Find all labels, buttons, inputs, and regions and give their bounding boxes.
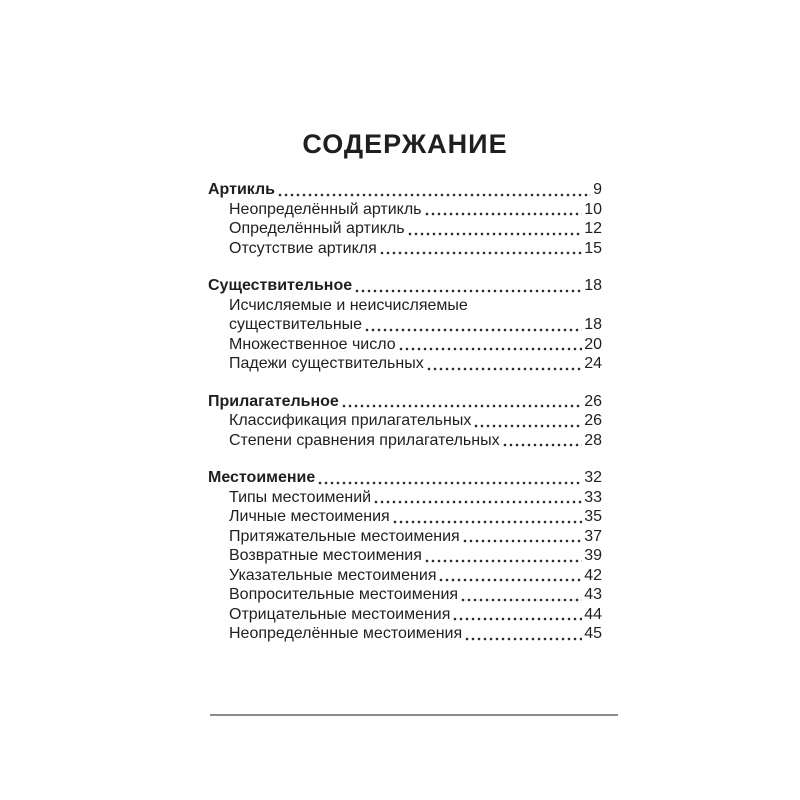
dot-leader — [502, 431, 583, 451]
toc-item — [208, 566, 602, 586]
toc-item-line2 — [208, 488, 602, 508]
item-label: Личные местоимения — [229, 508, 390, 525]
toc-item-line2 — [208, 354, 602, 374]
section-page-number: 9 — [593, 181, 602, 198]
dot-leader — [398, 335, 583, 355]
item-page-number: 28 — [584, 431, 602, 449]
toc-section-header — [208, 468, 602, 488]
item-label: Указательные местоимения — [229, 566, 437, 584]
toc-section-header — [208, 392, 602, 412]
item-label: Неопределённые местоимения — [229, 625, 463, 642]
toc-section — [208, 392, 602, 451]
section-items — [208, 200, 602, 259]
toc-item — [208, 239, 602, 259]
dot-leader — [460, 585, 582, 605]
toc-item — [208, 335, 602, 355]
item-label: Отрицательные местоимения — [229, 605, 451, 623]
toc-section — [208, 180, 602, 258]
item-label: Определённый артикль — [229, 220, 405, 237]
item-label: существительные — [229, 316, 363, 333]
section-items — [208, 488, 602, 644]
dot-leader — [424, 200, 583, 220]
toc-item-line2 — [208, 411, 602, 431]
section-title: Артикль — [208, 181, 275, 198]
item-page-number: 44 — [584, 605, 602, 623]
section-page-number: 26 — [584, 392, 602, 410]
item-label: Классификация прилагательных — [229, 412, 472, 429]
item-page-number: 37 — [584, 527, 602, 545]
item-label: Вопросительные местоимения — [229, 586, 459, 603]
item-label: Падежи существительных — [229, 355, 424, 372]
item-page-number: 43 — [584, 586, 602, 603]
item-page-number: 42 — [584, 566, 602, 584]
toc-item — [208, 507, 602, 527]
dot-leader — [379, 239, 582, 259]
toc-item-line2 — [208, 239, 602, 259]
item-label: Притяжательные местоимения — [229, 527, 460, 545]
toc-item — [208, 624, 602, 644]
item-label: Отсутствие артикля — [229, 239, 377, 257]
toc-item — [208, 488, 602, 508]
dot-leader — [341, 392, 582, 412]
toc-column — [208, 128, 602, 644]
toc-item-line2 — [208, 431, 602, 451]
toc-list — [208, 180, 602, 644]
page-title: СОДЕРЖАНИЕ — [302, 129, 508, 159]
item-label: Степени сравнения прилагательных — [229, 431, 500, 449]
toc-item-line1 — [208, 296, 602, 316]
item-label: Неопределённый артикль — [229, 200, 422, 218]
dot-leader — [438, 566, 582, 586]
item-page-number: 10 — [584, 200, 602, 218]
section-page-number: 18 — [584, 277, 602, 294]
item-page-number: 15 — [584, 239, 602, 257]
item-page-number: 20 — [584, 335, 602, 353]
item-page-number: 26 — [584, 412, 602, 429]
dot-leader — [424, 546, 582, 566]
dot-leader — [464, 624, 582, 644]
section-title: Существительное — [208, 277, 353, 294]
toc-item-line2 — [208, 585, 602, 605]
item-label-line1: Исчисляемые и неисчисляемые — [229, 296, 468, 314]
toc-item — [208, 527, 602, 547]
toc-section-header — [208, 276, 602, 296]
item-page-number: 35 — [584, 508, 602, 525]
item-label: Возвратные местоимения — [229, 547, 422, 564]
toc-item-line2 — [208, 527, 602, 547]
dot-leader — [392, 507, 583, 527]
toc-section-header — [208, 180, 602, 200]
dot-leader — [452, 605, 582, 625]
toc-item — [208, 296, 602, 335]
item-page-number: 18 — [584, 316, 602, 333]
dot-leader — [462, 527, 583, 547]
dot-leader — [317, 468, 582, 488]
toc-item — [208, 411, 602, 431]
dot-leader — [354, 276, 582, 296]
toc-item — [208, 219, 602, 239]
section-title: Местоимение — [208, 469, 316, 486]
item-page-number: 45 — [584, 625, 602, 642]
dot-leader — [407, 219, 583, 239]
section-page-number: 32 — [584, 469, 602, 486]
section-items — [208, 296, 602, 374]
toc-item-line2 — [208, 219, 602, 239]
toc-item-line2 — [208, 624, 602, 644]
dot-leader — [277, 180, 591, 200]
item-label: Множественное число — [229, 335, 396, 353]
footer-divider — [210, 714, 618, 716]
toc-section — [208, 468, 602, 644]
dot-leader — [373, 488, 582, 508]
item-page-number: 33 — [584, 488, 602, 506]
dot-leader — [473, 411, 582, 431]
item-page-number: 24 — [584, 355, 602, 372]
toc-item — [208, 585, 602, 605]
toc-item-line2 — [208, 335, 602, 355]
toc-item-line2 — [208, 200, 602, 220]
toc-item-line2 — [208, 605, 602, 625]
toc-item — [208, 431, 602, 451]
toc-item-line2 — [208, 507, 602, 527]
toc-item-line2 — [208, 315, 602, 335]
item-label: Типы местоимений — [229, 488, 372, 506]
toc-item — [208, 200, 602, 220]
dot-leader — [426, 354, 582, 374]
item-page-number: 39 — [584, 547, 602, 564]
toc-item — [208, 605, 602, 625]
toc-item-line2 — [208, 566, 602, 586]
toc-item — [208, 546, 602, 566]
toc-section — [208, 276, 602, 374]
toc-item — [208, 354, 602, 374]
toc-item-line2 — [208, 546, 602, 566]
section-title: Прилагательное — [208, 392, 339, 410]
item-page-number: 12 — [584, 220, 602, 237]
section-items — [208, 411, 602, 450]
dot-leader — [364, 315, 582, 335]
